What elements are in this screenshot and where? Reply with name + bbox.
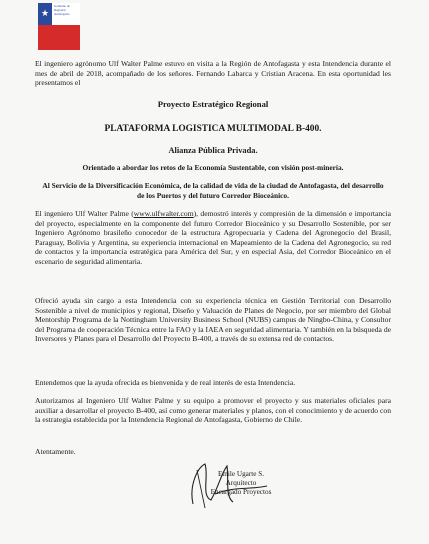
para1-pre: El ingeniero Ulf Walter Palme ( <box>35 209 134 218</box>
heading-project: Proyecto Estratégico Regional <box>157 99 269 109</box>
paragraph-interest <box>35 209 391 267</box>
para1-post: ), demostró interés y compresión de la dimensión e importancia del proyecto, especialmente en la componente del futuro Corredor Bioceánico y su Desarrollo Sostenible, por ser Ingeniero Agrónomo brasileño conocedor de la estructura Agropecuaria y Cadena del Agronegocio del Brasil, Paraguay, Bolivia y Argentina, su experiencia internacional en Mapeamiento de la Cadena del Agronegocio, su red de contactos y la importancia estratégica para América del Sur, y en especial Asia, del Corredor Bioceánico en el escenario de seguridad alimentaria. <box>35 209 391 266</box>
signatory-title: Arquitecto <box>225 479 257 487</box>
star-icon: ★ <box>41 8 50 18</box>
signatory-role: Encargado Proyectos <box>210 488 272 496</box>
heading-alliance: Alianza Pública Privada. <box>168 146 258 155</box>
heading-service: Al Servicio de la Diversificación Económica, de la calidad de vida de la ciudad de Antofagasta, del desarrollo de los Puertos y del futuro Corredor Bioceánico. <box>42 181 384 200</box>
paragraph-welcome: Entendemos que la ayuda ofrecida es bienvenida y de real interés de esta Intendencia. <box>35 378 296 387</box>
heading-platform: PLATAFORMA LOGISTICA MULTIMODAL B-400. <box>104 124 322 134</box>
paragraph-authorization: Autorizamos al Ingeniero Ulf Walter Palme y su equipo a promover el proyecto y sus materiales oficiales para auxiliar a desarrollar el proyecto B-400, así como generar materiales y planos, con el conocimiento y de acuerdo con la estrategia establecida por la Intendencia Regional de Antofagasta, Gobierno de Chile. <box>35 396 391 425</box>
signatory-name: Emile Ugarte S. <box>217 470 265 478</box>
government-logo <box>38 3 80 50</box>
closing-text: Atentamente. <box>35 447 76 456</box>
logo-text: Gobierno de Regional Antofagasta <box>54 4 70 16</box>
intro-paragraph: El ingeniero agrónomo Ulf Walter Palme estuvo en visita a la Región de Antofagasta y esta Intendencia durante el mes de abril de 2018, acompañado de los señores. Fernando Labarca y Cristian Aracena. En esta oportunidad les presentamos el <box>35 59 391 88</box>
logo-red-field <box>38 25 80 50</box>
paragraph-offer: Ofreció ayuda sin cargo a esta Intendencia con su experiencia técnica en Gestión Territorial con Desarrollo Sostenible a nivel de municipios y regional, Diseño y Valuación de Planes de Negocio, por ser miembro del Global Mentorship Programa de la Nottingham University Business School (NUBS) campus de Ningbo-China, y Consultor del Programa de cooperación Técnica entre la FAO y la IAEA en seguridad alimentaria. Y también en la búsqueda de Inversores y Planes para el Desarrollo del Proyecto B-400, a través de su extensa red de contactos. <box>35 296 391 344</box>
heading-orientation: Orientado a abordar los retos de la Economía Sustentable, con visión post-minería. <box>82 163 344 172</box>
website-link[interactable]: www.ulfwalter.com <box>133 209 194 218</box>
